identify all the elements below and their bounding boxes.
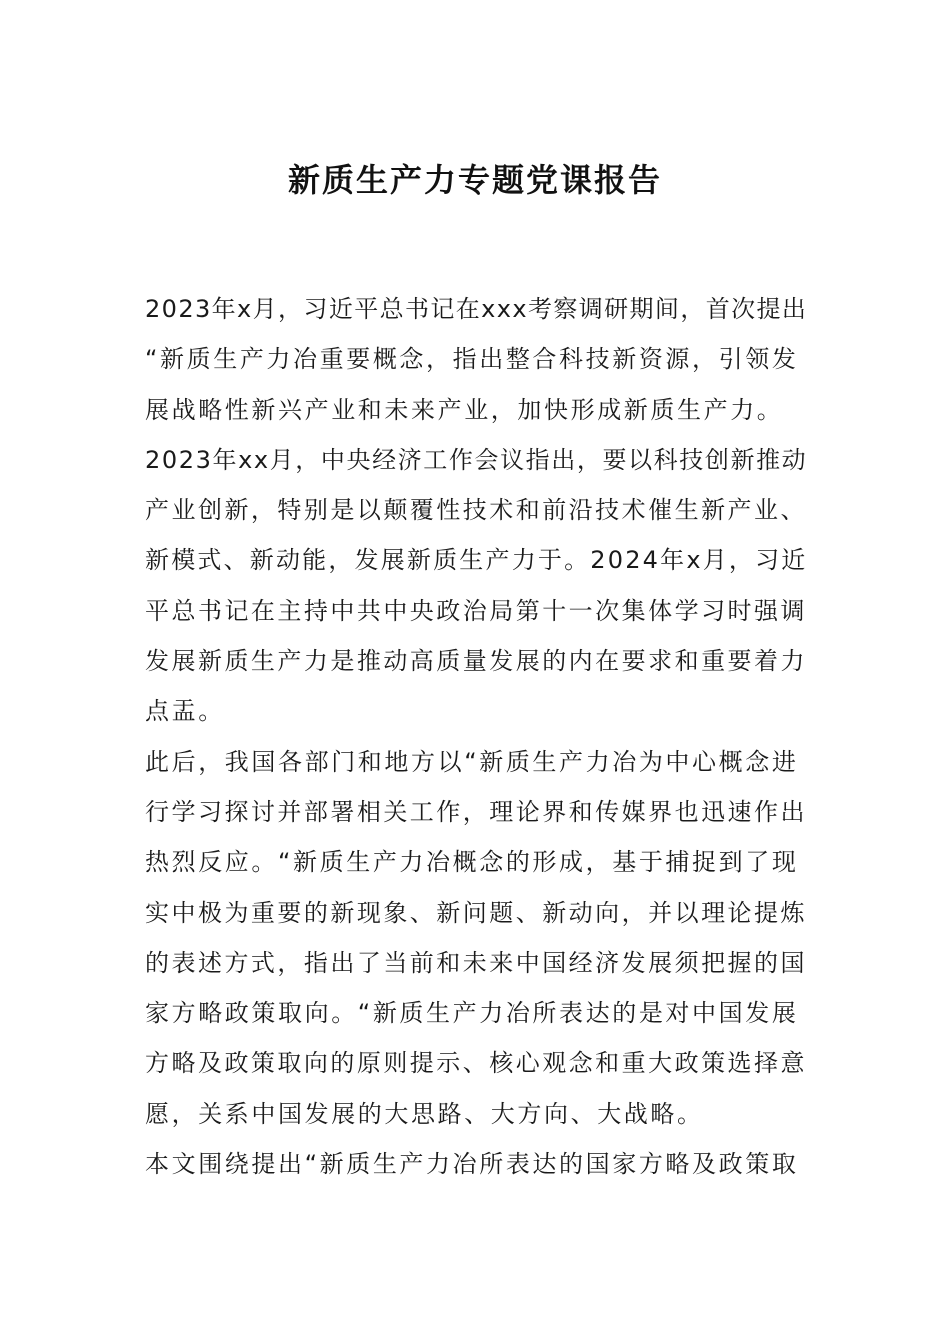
- text-line: 此后，我国各部门和地方以“新质生产力冶为中心概念进: [145, 747, 799, 776]
- text-line: “新质生产力冶重要概念，指出整合科技新资源，引领发: [145, 345, 799, 374]
- text-line: 方略及政策取向的原则提示、核心观念和重大政策选择意: [145, 1049, 807, 1078]
- text-line: 2023年xx月，中央经济工作会议指出，要以科技创新推动: [145, 445, 808, 474]
- paragraph-2: [145, 737, 807, 1139]
- text-line: 愿，关系中国发展的大思路、大方向、大战略。: [145, 1099, 704, 1128]
- text-line: 新模式、新动能，发展新质生产力于。2024年x月，习近: [145, 546, 808, 575]
- text-line: 行学习探讨并部署相关工作，理论界和传媒界也迅速作出: [145, 797, 807, 826]
- text-line: 本文围绕提出“新质生产力冶所表达的国家方略及政策取: [145, 1150, 799, 1179]
- text-line: 家方略政策取向。“新质生产力冶所表达的是对中国发展: [145, 999, 799, 1028]
- text-line: 平总书记在主持中共中央政治局第十一次集体学习时强调: [145, 596, 807, 625]
- text-line: 的表述方式，指出了当前和未来中国经济发展须把握的国: [145, 948, 807, 977]
- document-body: [145, 284, 807, 1189]
- text-line: 2023年x月，习近平总书记在xxx考察调研期间，首次提出: [145, 295, 808, 323]
- text-line: 热烈反应。“新质生产力冶概念的形成，基于捕捉到了现: [145, 848, 799, 877]
- text-line: 发展新质生产力是推动高质量发展的内在要求和重要着力: [145, 647, 807, 676]
- document-title: 新质生产力专题党课报告: [287, 161, 662, 199]
- paragraph-3: [145, 1139, 807, 1189]
- text-line: 实中极为重要的新现象、新问题、新动向，并以理论提炼: [145, 898, 807, 927]
- text-line: 产业创新，特别是以颠覆性技术和前沿技术催生新产业、: [145, 496, 807, 525]
- paragraph-1: [145, 284, 807, 737]
- text-line: 展战略性新兴产业和未来产业，加快形成新质生产力。: [145, 395, 784, 424]
- text-line: 点盂。: [145, 697, 225, 726]
